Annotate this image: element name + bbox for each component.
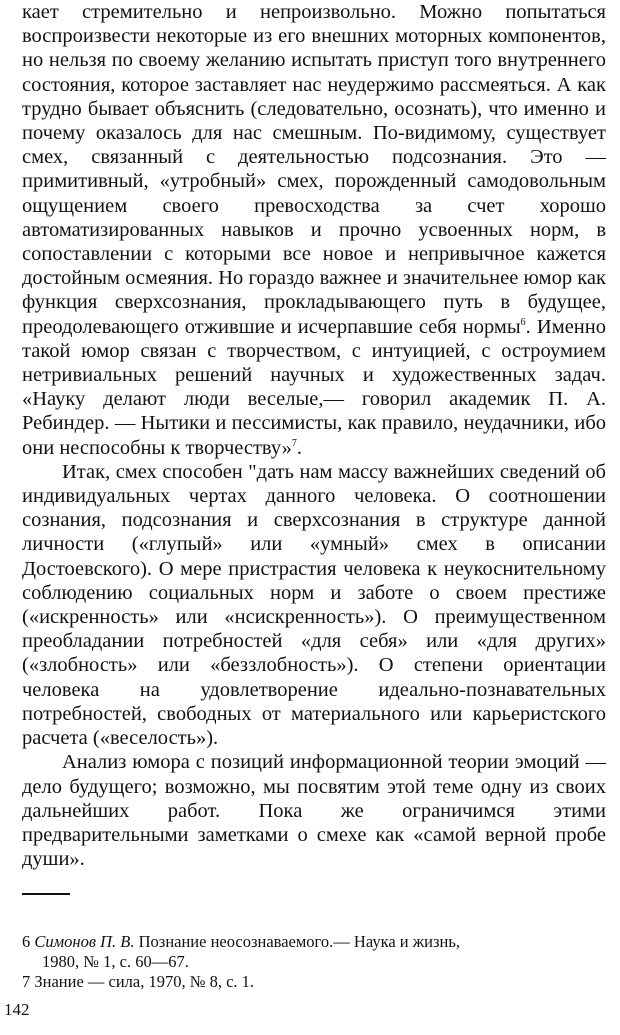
paragraph-3: Анализ юмора с позиций информационной теории эмоций — дело будущего; возможно, мы посвятим этой теме одну из своих дальнейших работ. Пока же ограничимся этими предварительными заметками о смехе как «самой верной пробе души». (22, 751, 606, 871)
footnote-divider (22, 893, 70, 895)
page-number: 142 (4, 1000, 30, 1019)
paragraph-1: кает стремительно и непроизвольно. Можно попытаться воспроизвести некоторые из его внешних моторных компонентов, но нельзя по своему желанию испытать приступ того внутреннего состояния, которое заставляет нас неудержимо рассмеяться. А как трудно бывает объяснить (следовательно, осознать), что именно и почему оказалось для нас смешным. По-видимому, существует смех, связанный с деятельностью подсознания. Это — примитивный, «утробный» смех, порожденный самодовольным ощущением своего превосходства за счет хорошо автоматизированных навыков и прочно усвоенных норм, в сопоставлении с которыми все новое и непривычное кажется достойным осмеяния. Но гораздо важнее и значительнее юмор как функция сверхсознания, прокладывающего путь в будущее, преодолевающего отжившие и исчерпавшие себя нормы$^6$. Именно такой юмор связан с творчеством, с интуицией, с остроумием нетривиальных решений научных и художественных задач. «Науку делают люди веселые,— говорил академик П. А. Ребиндер. — Нытики и пессимисты, как правило, неудачники, ибо они неспособны к творчеству»$^7$. (22, 1, 606, 459)
footnote-7: 7 Знание — сила, 1970, № 8, с. 1. (22, 972, 255, 991)
paragraph-2: Итак, смех способен "дать нам массу важнейших сведений об индивидуальных чертах данного человека. О соотношении сознания, подсознания и сверхсознания в структуре данной личности («глупый» или «умный» смех в описании Достоевского). О мере пристрастия человека к неукоснительному соблюдению социальных норм и заботе о своем престиже («искренность» или «нсискренность»). О преимущественном преобладании потребностей «для себя» или «для других» («злобность» или «беззлобность»). О степени ориентации человека на удовлетворение идеально-познавательных потребностей, свободных от материального или карьеристского расчета («веселость»). (22, 460, 606, 750)
footnote-6: 6 Симонов П. В. Познание неосознаваемого.— Наука и жизнь, (22, 932, 460, 951)
footnote-6-continuation: 1980, № 1, с. 60—67. (42, 952, 189, 971)
footnotes (22, 932, 606, 992)
footnote-ref-6[interactable]: 6 (520, 316, 526, 328)
footnote-ref-7[interactable]: 7 (291, 437, 297, 449)
body-text (22, 0, 606, 871)
